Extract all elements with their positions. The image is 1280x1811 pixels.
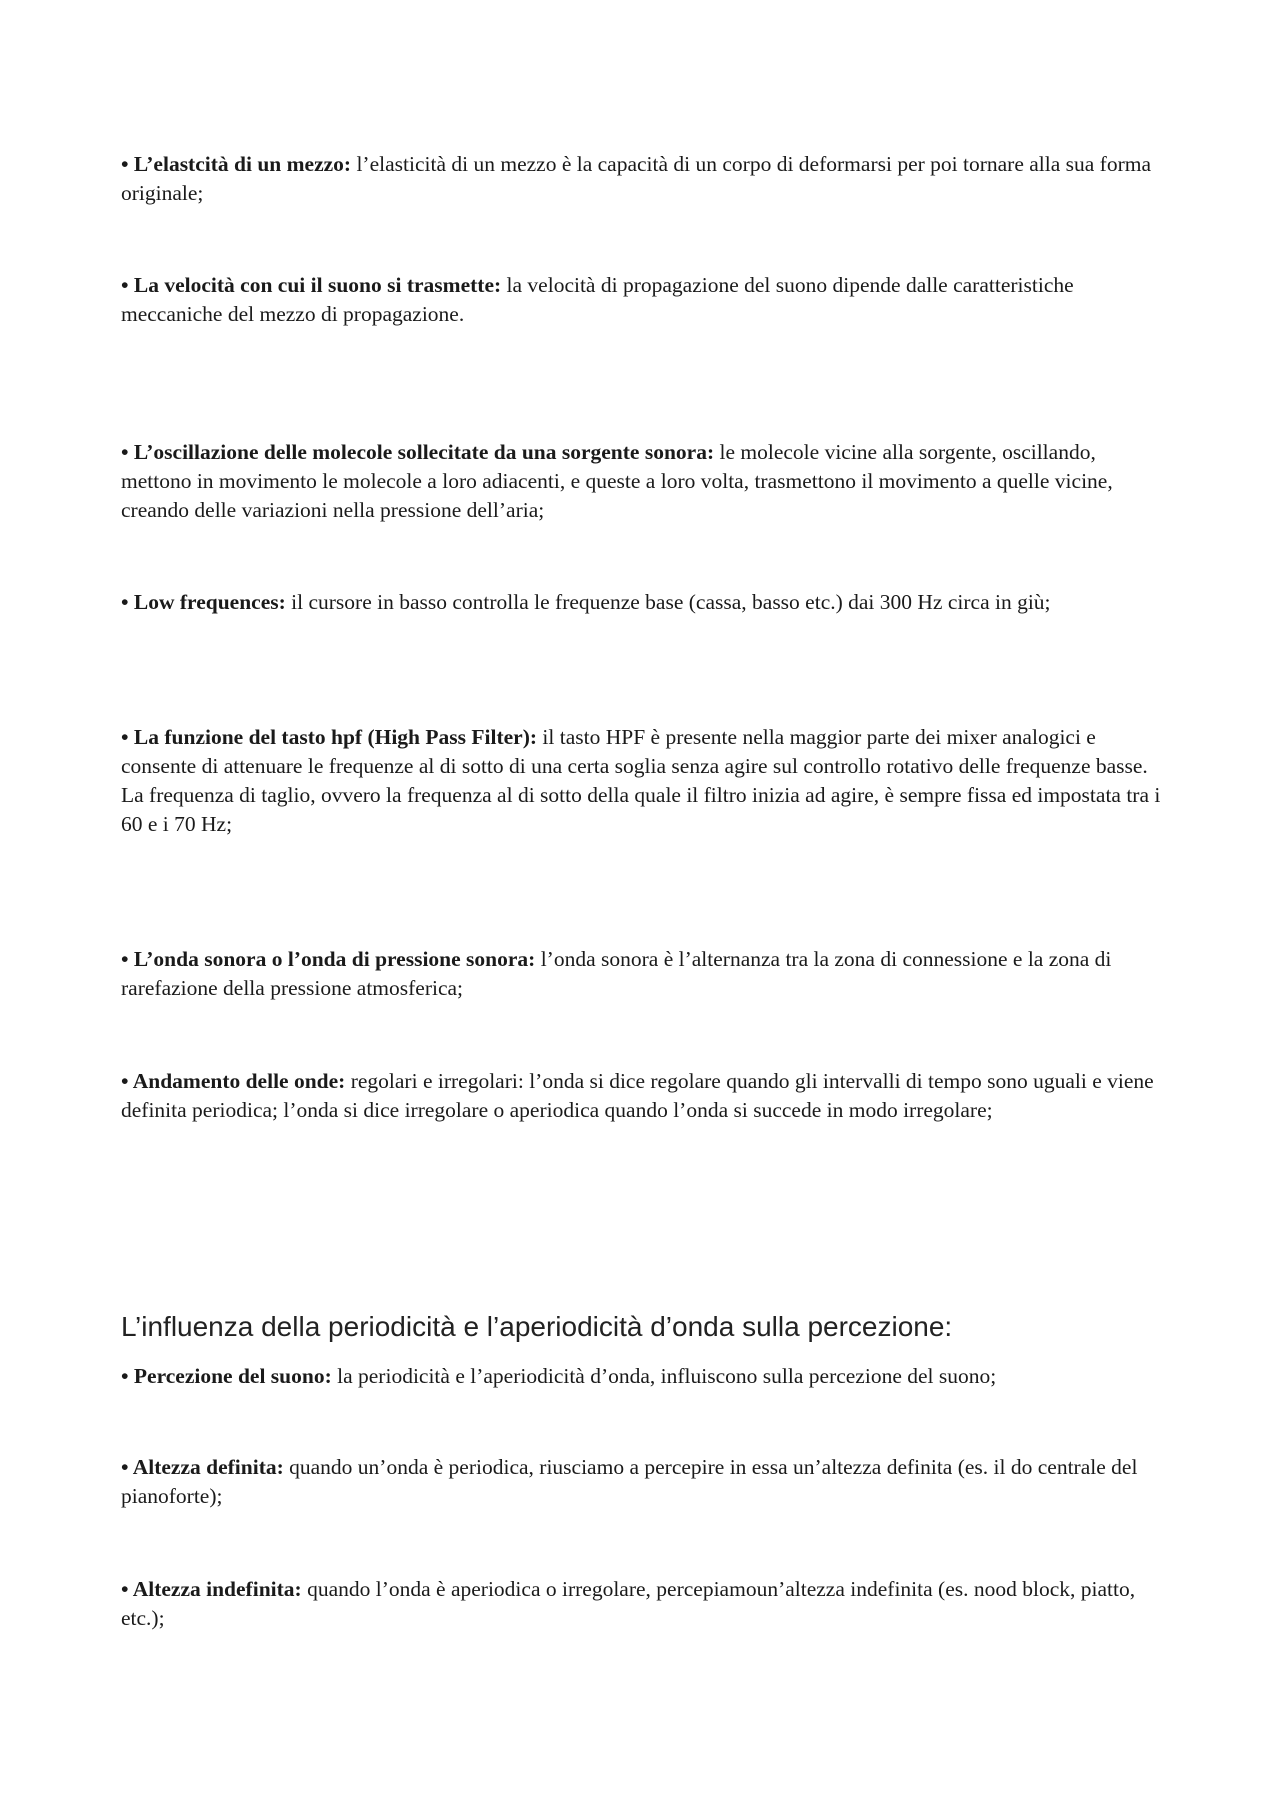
- paragraph-andamento-onde: [121, 1067, 1171, 1125]
- term-label: • La velocità con cui il suono si trasmette:: [121, 273, 502, 297]
- term-label: • La funzione del tasto hpf (High Pass Filter):: [121, 725, 538, 749]
- section-heading: L’influenza della periodicità e l’aperiodicità d’onda sulla percezione:: [121, 1311, 953, 1342]
- term-description: il cursore in basso controlla le frequenze base (cassa, basso etc.) dai 300 Hz circa in giù;: [285, 590, 1051, 614]
- term-description: quando un’onda è periodica, riusciamo a percepire in essa un’altezza definita (es. il do centrale del pianoforte);: [121, 1455, 1138, 1508]
- paragraph-altezza-definita: [121, 1453, 1171, 1511]
- term-description: la velocità di propagazione del suono dipende dalle caratteristiche meccaniche del mezzo di propagazione.: [121, 273, 1074, 326]
- term-label: • Low frequences:: [121, 590, 286, 614]
- term-description: quando l’onda è aperiodica o irregolare, percepiamoun’altezza indefinita (es. nood block, piatto, etc.);: [121, 1577, 1136, 1630]
- term-description: regolari e irregolari: l’onda si dice regolare quando gli intervalli di tempo sono uguali e viene definita periodica; l’onda si dice irregolare o aperiodica quando l’onda si succede in modo irregolare;: [121, 1069, 1154, 1122]
- term-description: la periodicità e l’aperiodicità d’onda, influiscono sulla percezione del suono;: [331, 1364, 997, 1388]
- paragraph-low-frequences: [121, 588, 1171, 617]
- paragraph-hpf: [121, 723, 1171, 839]
- term-label: • L’elastcità di un mezzo:: [121, 152, 352, 176]
- term-label: • L’oscillazione delle molecole sollecitate da una sorgente sonora:: [121, 440, 715, 464]
- term-label: • Altezza definita:: [121, 1455, 284, 1479]
- paragraph-oscillazione: [121, 438, 1171, 525]
- term-label: • Percezione del suono:: [121, 1364, 332, 1388]
- paragraph-elasticita: [121, 150, 1171, 208]
- term-description: le molecole vicine alla sorgente, oscillando, mettono in movimento le molecole a loro adiacenti, e queste a loro volta, trasmettono il movimento a quelle vicine, creando delle variazioni nella pressione dell’aria;: [121, 440, 1113, 522]
- term-label: • Andamento delle onde:: [121, 1069, 346, 1093]
- paragraph-altezza-indefinita: [121, 1575, 1171, 1633]
- paragraph-percezione-suono: [121, 1362, 1171, 1391]
- paragraph-velocita: [121, 271, 1171, 329]
- term-description: il tasto HPF è presente nella maggior parte dei mixer analogici e consente di attenuare le frequenze al di sotto di una certa soglia senza agire sul controllo rotativo delle frequenze basse. La frequenza di taglio, ovvero la frequenza al di sotto della quale il filtro inizia ad agire, è sempre fissa ed impostata tra i 60 e i 70 Hz;: [121, 725, 1161, 836]
- term-description: l’elasticità di un mezzo è la capacità di un corpo di deformarsi per poi tornare alla sua forma originale;: [121, 152, 1152, 205]
- term-label: • L’onda sonora o l’onda di pressione sonora:: [121, 947, 536, 971]
- term-description: l’onda sonora è l’alternanza tra la zona di connessione e la zona di rarefazione della pressione atmosferica;: [121, 947, 1112, 1000]
- paragraph-onda-sonora: [121, 945, 1171, 1003]
- term-label: • Altezza indefinita:: [121, 1577, 302, 1601]
